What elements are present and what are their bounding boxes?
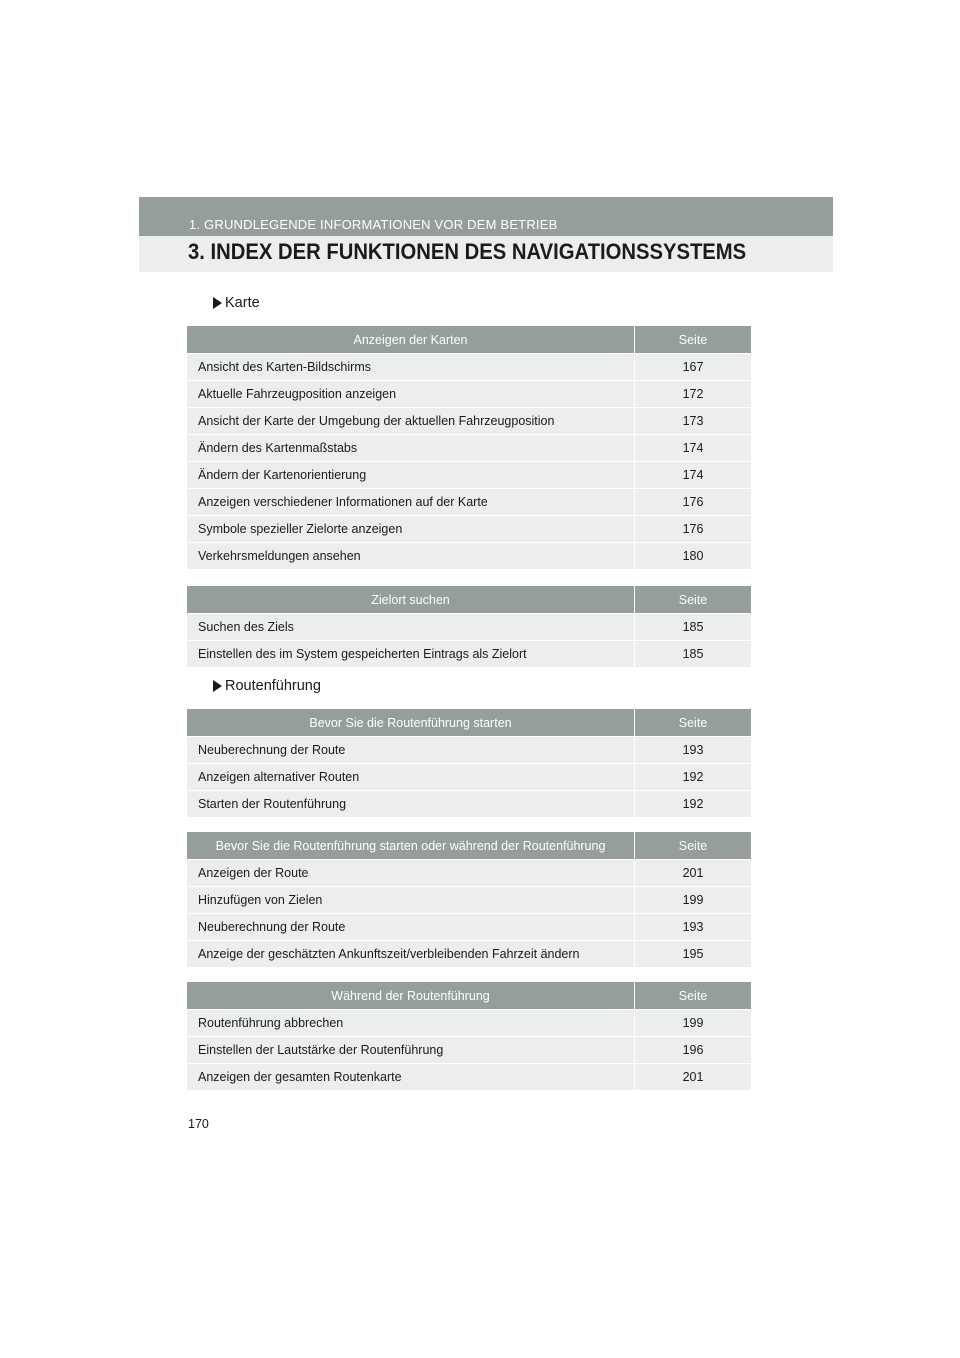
row-label: Neuberechnung der Route	[187, 914, 635, 941]
table-row	[187, 435, 751, 462]
subheading-routenfuehrung	[213, 678, 321, 694]
section-bar	[139, 197, 833, 236]
row-page: 201	[635, 1064, 752, 1091]
row-page: 192	[635, 791, 752, 818]
row-label: Routenführung abbrechen	[187, 1010, 635, 1037]
table-row	[187, 941, 751, 968]
table-row	[187, 914, 751, 941]
table-row	[187, 860, 751, 887]
row-page: 176	[635, 516, 752, 543]
table-row	[187, 354, 751, 381]
table-row	[187, 791, 751, 818]
row-label: Ändern des Kartenmaßstabs	[187, 435, 635, 462]
table-row	[187, 543, 751, 570]
subheading-label: Routenführung	[225, 678, 321, 694]
row-label: Anzeigen verschiedener Informationen auf der Karte	[187, 489, 635, 516]
row-label: Einstellen des im System gespeicherten Eintrags als Zielort	[187, 641, 635, 668]
table-row	[187, 614, 751, 641]
row-page: 172	[635, 381, 752, 408]
row-page: 174	[635, 435, 752, 462]
row-label: Anzeigen der Route	[187, 860, 635, 887]
table-row	[187, 381, 751, 408]
row-page: 192	[635, 764, 752, 791]
table-row	[187, 764, 751, 791]
row-label: Neuberechnung der Route	[187, 737, 635, 764]
row-label: Einstellen der Lautstärke der Routenführung	[187, 1037, 635, 1064]
index-table-zielort-suchen	[187, 586, 751, 668]
row-page: 174	[635, 462, 752, 489]
subheading-label: Karte	[225, 295, 260, 311]
row-page: 185	[635, 641, 752, 668]
table-row	[187, 1064, 751, 1091]
row-label: Anzeigen der gesamten Routenkarte	[187, 1064, 635, 1091]
row-page: 201	[635, 860, 752, 887]
table-row	[187, 1037, 751, 1064]
column-header-page: Seite	[635, 326, 752, 354]
row-page: 185	[635, 614, 752, 641]
page-title: 3. INDEX DER FUNKTIONEN DES NAVIGATIONSSYSTEMS	[188, 239, 747, 264]
table-row	[187, 641, 751, 668]
row-label: Hinzufügen von Zielen	[187, 887, 635, 914]
table-row	[187, 737, 751, 764]
column-header-page: Seite	[635, 832, 752, 860]
index-table-anzeigen-der-karten	[187, 326, 751, 570]
table-row	[187, 887, 751, 914]
row-label: Suchen des Ziels	[187, 614, 635, 641]
row-page: 173	[635, 408, 752, 435]
table-row	[187, 408, 751, 435]
column-header-page: Seite	[635, 982, 752, 1010]
subheading-karte	[213, 295, 260, 311]
triangle-bullet-icon	[213, 297, 222, 309]
row-label: Symbole spezieller Zielorte anzeigen	[187, 516, 635, 543]
index-table-waehrend-routenfuehrung	[187, 982, 751, 1091]
row-page: 176	[635, 489, 752, 516]
table-row	[187, 462, 751, 489]
table-row	[187, 489, 751, 516]
row-page: 199	[635, 1010, 752, 1037]
table-header-row	[187, 586, 751, 614]
table-row	[187, 1010, 751, 1037]
page-number: 170	[188, 1117, 209, 1131]
column-header: Während der Routenführung	[187, 982, 635, 1010]
column-header: Anzeigen der Karten	[187, 326, 635, 354]
triangle-bullet-icon	[213, 680, 222, 692]
table-row	[187, 516, 751, 543]
row-page: 193	[635, 914, 752, 941]
column-header: Bevor Sie die Routenführung starten	[187, 709, 635, 737]
row-label: Anzeige der geschätzten Ankunftszeit/verbleibenden Fahrzeit ändern	[187, 941, 635, 968]
row-label: Starten der Routenführung	[187, 791, 635, 818]
row-label: Aktuelle Fahrzeugposition anzeigen	[187, 381, 635, 408]
column-header-page: Seite	[635, 709, 752, 737]
row-label: Ansicht des Karten-Bildschirms	[187, 354, 635, 381]
row-page: 180	[635, 543, 752, 570]
row-page: 167	[635, 354, 752, 381]
row-page: 196	[635, 1037, 752, 1064]
column-header-page: Seite	[635, 586, 752, 614]
index-table-bevor-routenfuehrung	[187, 709, 751, 818]
table-header-row	[187, 709, 751, 737]
row-page: 193	[635, 737, 752, 764]
table-header-row	[187, 982, 751, 1010]
column-header: Bevor Sie die Routenführung starten oder während der Routenführung	[187, 832, 635, 860]
row-page: 195	[635, 941, 752, 968]
table-header-row	[187, 326, 751, 354]
page-header	[139, 197, 833, 272]
column-header: Zielort suchen	[187, 586, 635, 614]
row-label: Ändern der Kartenorientierung	[187, 462, 635, 489]
row-page: 199	[635, 887, 752, 914]
row-label: Ansicht der Karte der Umgebung der aktuellen Fahrzeugposition	[187, 408, 635, 435]
table-header-row	[187, 832, 751, 860]
row-label: Anzeigen alternativer Routen	[187, 764, 635, 791]
index-table-bevor-oder-waehrend-routenfuehrung	[187, 832, 751, 968]
section-label: 1. GRUNDLEGENDE INFORMATIONEN VOR DEM BETRIEB	[189, 217, 558, 232]
row-label: Verkehrsmeldungen ansehen	[187, 543, 635, 570]
